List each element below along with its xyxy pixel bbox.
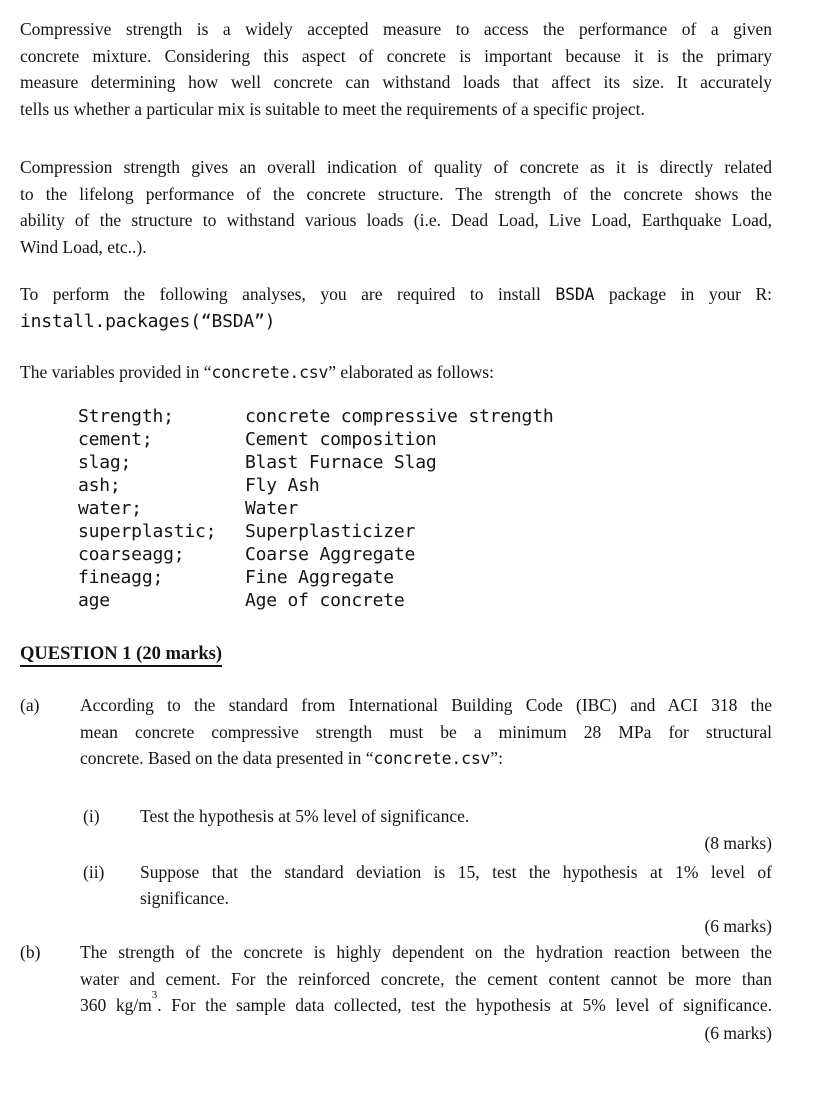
part-a-line3-post: ”: — [490, 748, 503, 768]
variable-name: water; — [78, 497, 142, 519]
variable-description: Fly Ash — [245, 474, 320, 496]
variable-description: Cement composition — [245, 428, 437, 450]
variable-row — [78, 428, 772, 451]
paragraph-line: ability of the structure to withstand various loads (i.e. Dead Load, Live Load, Earthquake Load, — [20, 210, 772, 230]
variable-description: Fine Aggregate — [245, 566, 394, 588]
intro-paragraph-1 — [20, 16, 772, 122]
paragraph-line: measure determining how well concrete can withstand loads that affect its size. It accurately — [20, 72, 772, 92]
paragraph-line: According to the standard from International Building Code (IBC) and ACI 318 the — [80, 695, 772, 715]
variable-description: concrete compressive strength — [245, 405, 554, 427]
paragraph-line: Test the hypothesis at 5% level of significance. — [140, 805, 470, 826]
marks-label: (6 marks) — [704, 915, 772, 936]
question1-heading — [20, 641, 772, 668]
variable-row — [78, 474, 772, 497]
variable-name: coarseagg; — [78, 543, 185, 565]
variable-name: Strength; — [78, 405, 174, 427]
sub-ii-label: (ii) — [83, 861, 105, 882]
paragraph-line — [80, 989, 772, 1019]
csv-filename-code: concrete.csv — [211, 363, 329, 382]
variable-row — [78, 589, 772, 612]
sub-i-label: (i) — [83, 805, 100, 826]
question1-heading-text: QUESTION 1 (20 marks) — [20, 644, 222, 667]
part-b-line3-pre: 360 kg/m — [80, 995, 152, 1015]
paragraph-line: to the lifelong performance of the concrete structure. The strength of the concrete shows the — [20, 183, 772, 204]
variable-row — [78, 405, 772, 428]
variable-row — [78, 497, 772, 520]
variable-description: Age of concrete — [245, 589, 405, 611]
part-b-line3-post: . For the sample data collected, test the hypothesis at 5% level of significance. — [157, 995, 772, 1015]
variable-description: Blast Furnace Slag — [245, 451, 437, 473]
install-note-post: package in your R: — [594, 284, 772, 304]
variables-intro-pre: The variables provided in “ — [20, 362, 212, 382]
question-part-b — [20, 939, 772, 1019]
variable-name: slag; — [78, 451, 132, 473]
part-a-line3-pre: concrete. Based on the data presented in “ — [80, 748, 374, 768]
marks-label: (6 marks) — [704, 1022, 772, 1043]
variable-row — [78, 566, 772, 589]
package-name-code: BSDA — [555, 285, 595, 304]
part-b-label: (b) — [20, 942, 41, 962]
part-b-text — [80, 939, 772, 1019]
marks-label: (8 marks) — [704, 833, 772, 853]
sub-question-i — [83, 803, 772, 830]
variable-name: ash; — [78, 474, 121, 496]
variable-description: Coarse Aggregate — [245, 543, 416, 565]
paragraph-line: mean concrete compressive strength must be a minimum 28 MPa for structural — [80, 721, 772, 742]
paragraph-line: significance. — [140, 888, 229, 908]
paragraph-line: Compressive strength is a widely accepted measure to access the performance of a given — [20, 19, 772, 39]
paragraph-line: Compression strength gives an overall indication of quality of concrete as it is directly related — [20, 157, 772, 177]
part-a-text — [80, 692, 772, 773]
variable-name: fineagg; — [78, 566, 164, 588]
install-note-pre: To perform the following analyses, you are required to install — [20, 284, 556, 304]
variable-name: superplastic; — [78, 520, 217, 542]
install-command: install.packages(“BSDA”) — [20, 310, 276, 332]
variables-list — [78, 405, 772, 612]
part-a-label: (a) — [20, 695, 40, 715]
intro-paragraph-2 — [20, 154, 772, 260]
paragraph-line: concrete mixture. Considering this aspect of concrete is important because it is the primary — [20, 45, 772, 66]
superscript: 3 — [151, 989, 158, 1002]
paragraph-line: tells us whether a particular mix is suitable to meet the requirements of a specific project. — [20, 98, 645, 119]
install-note-line — [20, 281, 772, 309]
sub-question-ii — [83, 859, 772, 912]
variable-description: Superplasticizer — [245, 520, 416, 542]
install-note — [20, 281, 772, 335]
variable-description: Water — [245, 497, 299, 519]
variables-intro — [20, 359, 772, 387]
csv-filename-code: concrete.csv — [373, 749, 491, 768]
question-part-a — [20, 692, 772, 773]
sub-i-text — [140, 803, 772, 830]
sub-ii-text — [140, 859, 772, 912]
variable-row — [78, 543, 772, 566]
paragraph-line: Suppose that the standard deviation is 15, test the hypothesis at 1% level of — [140, 861, 772, 882]
variables-intro-post: ” elaborated as follows: — [328, 362, 494, 382]
variable-row — [78, 520, 772, 543]
variable-name: age — [78, 589, 110, 611]
paragraph-line: water and cement. For the reinforced concrete, the cement content cannot be more than — [80, 968, 772, 989]
paragraph-line: The strength of the concrete is highly dependent on the hydration reaction between the — [80, 942, 772, 962]
paragraph-line: Wind Load, etc..). — [20, 236, 147, 257]
paragraph-line — [80, 745, 772, 773]
variable-name: cement; — [78, 428, 153, 450]
variable-row — [78, 451, 772, 474]
